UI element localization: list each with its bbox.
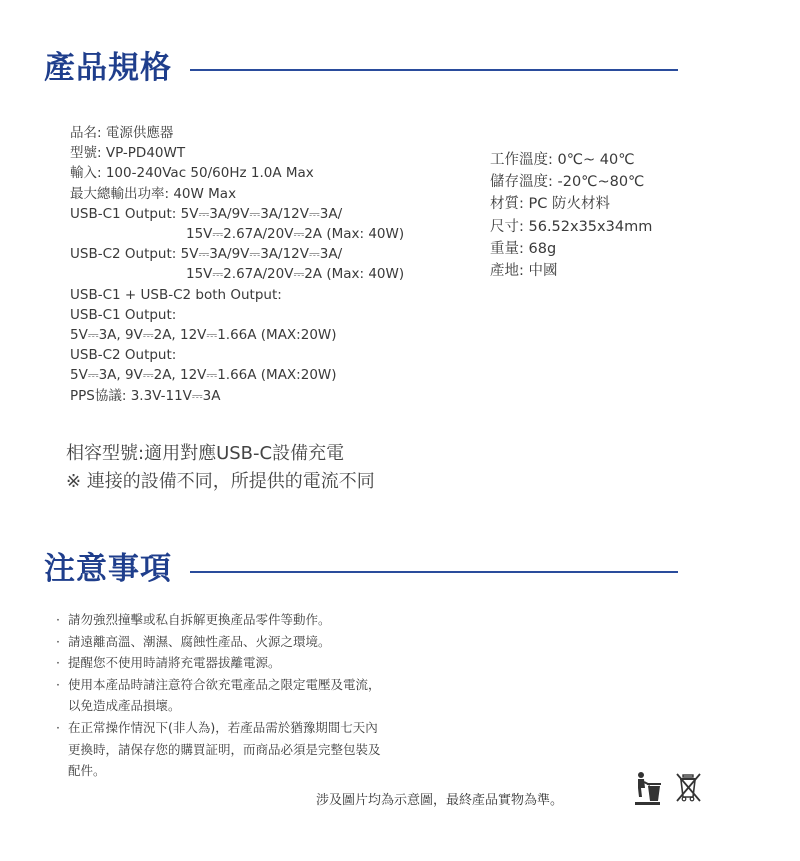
notes-title-rule	[190, 571, 678, 573]
spec-both-c1-values: 5V⎓3A, 9V⎓2A, 12V⎓1.66A (MAX:20W)	[70, 327, 337, 344]
spec-input: 輸入: 100-240Vac 50/60Hz 1.0A Max	[70, 165, 314, 182]
spec-pps: PPS協議: 3.3V-11V⎓3A	[70, 387, 221, 404]
note-item	[56, 631, 381, 653]
spec-storage-temp: 儲存溫度: -20℃~80℃	[490, 174, 645, 191]
spec-list-left	[70, 123, 404, 406]
notes-list	[56, 609, 381, 782]
spec-operating-temp: 工作溫度: 0℃~ 40℃	[490, 152, 635, 168]
note-text: 請勿強烈撞擊或私自拆解更換產品零件等動作。	[68, 612, 331, 627]
spec-product-name: 品名: 電源供應器	[70, 125, 174, 141]
note-bullet: ·	[56, 719, 60, 735]
spec-usb-c2-output: USB-C2 Output: 5V⎓3A/9V⎓3A/12V⎓3A/	[70, 246, 343, 263]
note-bullet: ·	[56, 676, 60, 692]
note-text: 請遠離高溫、潮濕、腐蝕性產品、火源之環境。	[68, 633, 331, 649]
note-item	[56, 717, 381, 782]
crossed-out-bin-icon	[674, 771, 704, 805]
spec-max-output: 最大總輸出功率: 40W Max	[70, 185, 237, 202]
spec-both-output: USB-C1 + USB-C2 both Output:	[70, 286, 282, 303]
note-item	[56, 609, 381, 631]
note-text: 提醒您不使用時請將充電器拔離電源。	[68, 655, 281, 671]
note-item	[56, 652, 381, 674]
note-text: 使用本產品時請注意符合欲充電產品之限定電壓及電流， 以免造成產品損壞。	[68, 676, 381, 714]
spec-dimensions: 尺寸: 56.52x35x34mm	[490, 218, 653, 235]
note-bullet: ·	[56, 612, 60, 627]
note-item	[56, 674, 381, 717]
recycle-person-bin-icon	[632, 771, 662, 805]
spec-model: 型號: VP-PD40WT	[70, 145, 186, 162]
note-bullet: ·	[56, 655, 60, 671]
spec-origin: 產地: 中國	[490, 263, 558, 280]
spec-both-c1-label: USB-C1 Output:	[70, 306, 177, 323]
compatibility-models: 相容型號:適用對應USB-C設備充電	[66, 443, 345, 464]
spec-usb-c2-output-cont: 15V⎓2.67A/20V⎓2A (Max: 40W)	[186, 266, 405, 283]
spec-both-c2-label: USB-C2 Output:	[70, 347, 177, 364]
notes-title: 注意事項	[44, 551, 172, 587]
spec-list-right	[490, 149, 652, 282]
specs-title: 產品規格	[44, 50, 172, 86]
image-disclaimer: 涉及圖片均為示意圖，最終產品實物為準。	[316, 793, 564, 808]
specs-title-rule	[190, 69, 678, 71]
spec-usb-c1-output: USB-C1 Output: 5V⎓3A/9V⎓3A/12V⎓3A/	[70, 205, 343, 222]
spec-usb-c1-output-cont: 15V⎓2.67A/20V⎓2A (Max: 40W)	[186, 226, 405, 243]
note-text: 在正常操作情況下(非人為)，若產品需於猶豫期間七天內 更換時，請保存您的購買証明，而商品必須是完整包裝及 配件。	[68, 719, 381, 779]
note-bullet: ·	[56, 633, 60, 649]
spec-material: 材質: PC 防火材料	[490, 196, 610, 213]
spec-weight: 重量: 68g	[490, 240, 557, 257]
spec-both-c2-values: 5V⎓3A, 9V⎓2A, 12V⎓1.66A (MAX:20W)	[70, 367, 337, 384]
compatibility-note: ※ 連接的設備不同，所提供的電流不同	[66, 471, 375, 492]
compatibility-block	[66, 440, 375, 496]
